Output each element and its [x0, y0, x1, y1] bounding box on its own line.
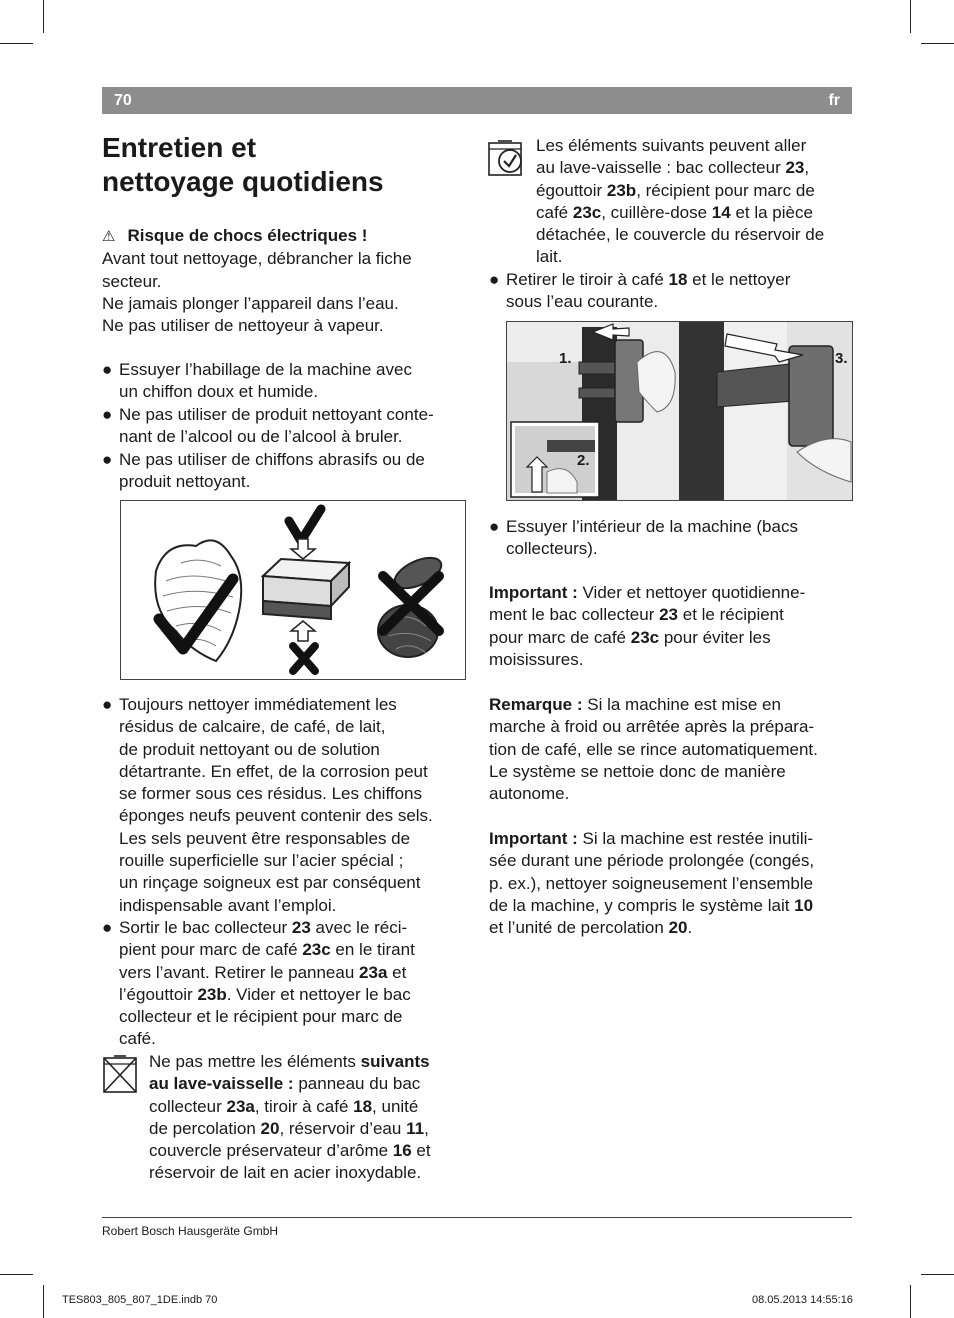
- check-icon: [289, 509, 321, 541]
- list-item: ● Essuyer l’habillage de la machine avec un chiffon doux et humide.: [102, 360, 412, 402]
- crop-mark: [43, 1285, 44, 1318]
- crop-mark: [910, 0, 911, 33]
- cross-icon: [293, 646, 315, 671]
- warning-icon: ⚠: [102, 228, 116, 245]
- crop-mark: [910, 1285, 911, 1318]
- crop-mark: [921, 1274, 954, 1275]
- dishwasher-safe-note: Les éléments suivants peuvent aller au lave-vaisselle : bac collecteur 23, égouttoir 23b, récipient pour marc de café 23c, cuillère-dose 14 et la pièce détachée, le couvercle du réservoir de lait.: [536, 136, 825, 267]
- list-item: ● Sortir le bac collecteur 23 avec le réci- pient pour marc de café 23c en le tirant vers l’avant. Retirer le panneau 23a et l’égouttoir 23b. Vider et nettoyer le bac collecteur et le récipient pour marc de café.: [102, 918, 415, 1049]
- no-dishwasher-note: Ne pas mettre les éléments suivants au lave-vaisselle : panneau du bac collecteur 23a, tiroir à café 18, unité de percolation 20, réservoir d’eau 11, couvercle préservateur d’arôme 16 et réservoir de lait en acier inoxydable.: [149, 1052, 431, 1183]
- no-dishwasher-icon: [102, 1052, 138, 1099]
- crop-mark: [0, 1274, 33, 1275]
- crop-mark: [0, 43, 33, 44]
- list-item: ● Ne pas utiliser de produit nettoyant conte- nant de l’alcool ou de l’alcool à bruler.: [102, 405, 434, 447]
- page-number: 70: [114, 92, 132, 109]
- dishwasher-safe-icon: [488, 140, 524, 183]
- warning-line: Ne jamais plonger l’appareil dans l’eau.: [102, 293, 399, 313]
- slug-date: 08.05.2013 14:55:16: [752, 1294, 853, 1306]
- footer-company: Robert Bosch Hausgeräte GmbH: [102, 1224, 279, 1238]
- cleaning-figure: [120, 500, 466, 680]
- step-label: 1.: [559, 350, 572, 367]
- warning-line: Avant tout nettoyage, débrancher la fiche: [102, 249, 412, 269]
- remark-note: Remarque : Si la machine est mise en marche à froid ou arrêtée après la prépara- tion de café, elle se rince automatiquement. Le système se nettoie donc de manière autonome.: [489, 695, 818, 804]
- warning-block: [102, 225, 467, 337]
- drawer-removal-figure: [506, 321, 853, 501]
- list-item: ● Retirer le tiroir à café 18 et le nettoyer sous l’eau courante.: [489, 270, 791, 312]
- list-item: ● Essuyer l’intérieur de la machine (bacs collecteurs).: [489, 517, 798, 559]
- list-item: ● Toujours nettoyer immédiatement les résidus de calcaire, de café, de lait, de produit nettoyant ou de solution détartrante. En effet, de la corrosion peut se former sous ces résidus. Les chiffons éponges neufs peuvent contenir des sels. Les sels peuvent être responsables de rouille superficielle sur l’acier spécial ; un rinçage soigneux est par conséquent indispensable avant l’emploi.: [102, 695, 433, 915]
- footer-divider: [102, 1217, 852, 1218]
- title-line: nettoyage quotidiens: [102, 166, 384, 197]
- step-label: 2.: [577, 452, 590, 469]
- header-bar: [102, 87, 852, 114]
- warning-line: secteur.: [102, 271, 162, 291]
- important-note: Important : Vider et nettoyer quotidienne- ment le bac collecteur 23 et le récipient pour marc de café 23c pour éviter les moisissures.: [489, 583, 806, 669]
- slug-file: TES803_805_807_1DE.indb 70: [62, 1294, 218, 1306]
- list-item: ● Ne pas utiliser de chiffons abrasifs ou de produit nettoyant.: [102, 450, 425, 492]
- warning-line: Ne pas utiliser de nettoyeur à vapeur.: [102, 316, 384, 336]
- crop-mark: [921, 43, 954, 44]
- title-line: Entretien et: [102, 132, 257, 163]
- step-label: 3.: [835, 350, 848, 367]
- page-title: [102, 131, 384, 199]
- language-code: fr: [828, 92, 840, 109]
- warning-heading: ⚠ Risque de chocs électriques !: [102, 226, 368, 245]
- crop-mark: [43, 0, 44, 33]
- important-note: Important : Si la machine est restée inutili- sée durant une période prolongée (congés, p. ex.), nettoyer soigneusement l’ensemble de la machine, y compris le système lait 10 et l’unité de percolation 20.: [489, 829, 815, 938]
